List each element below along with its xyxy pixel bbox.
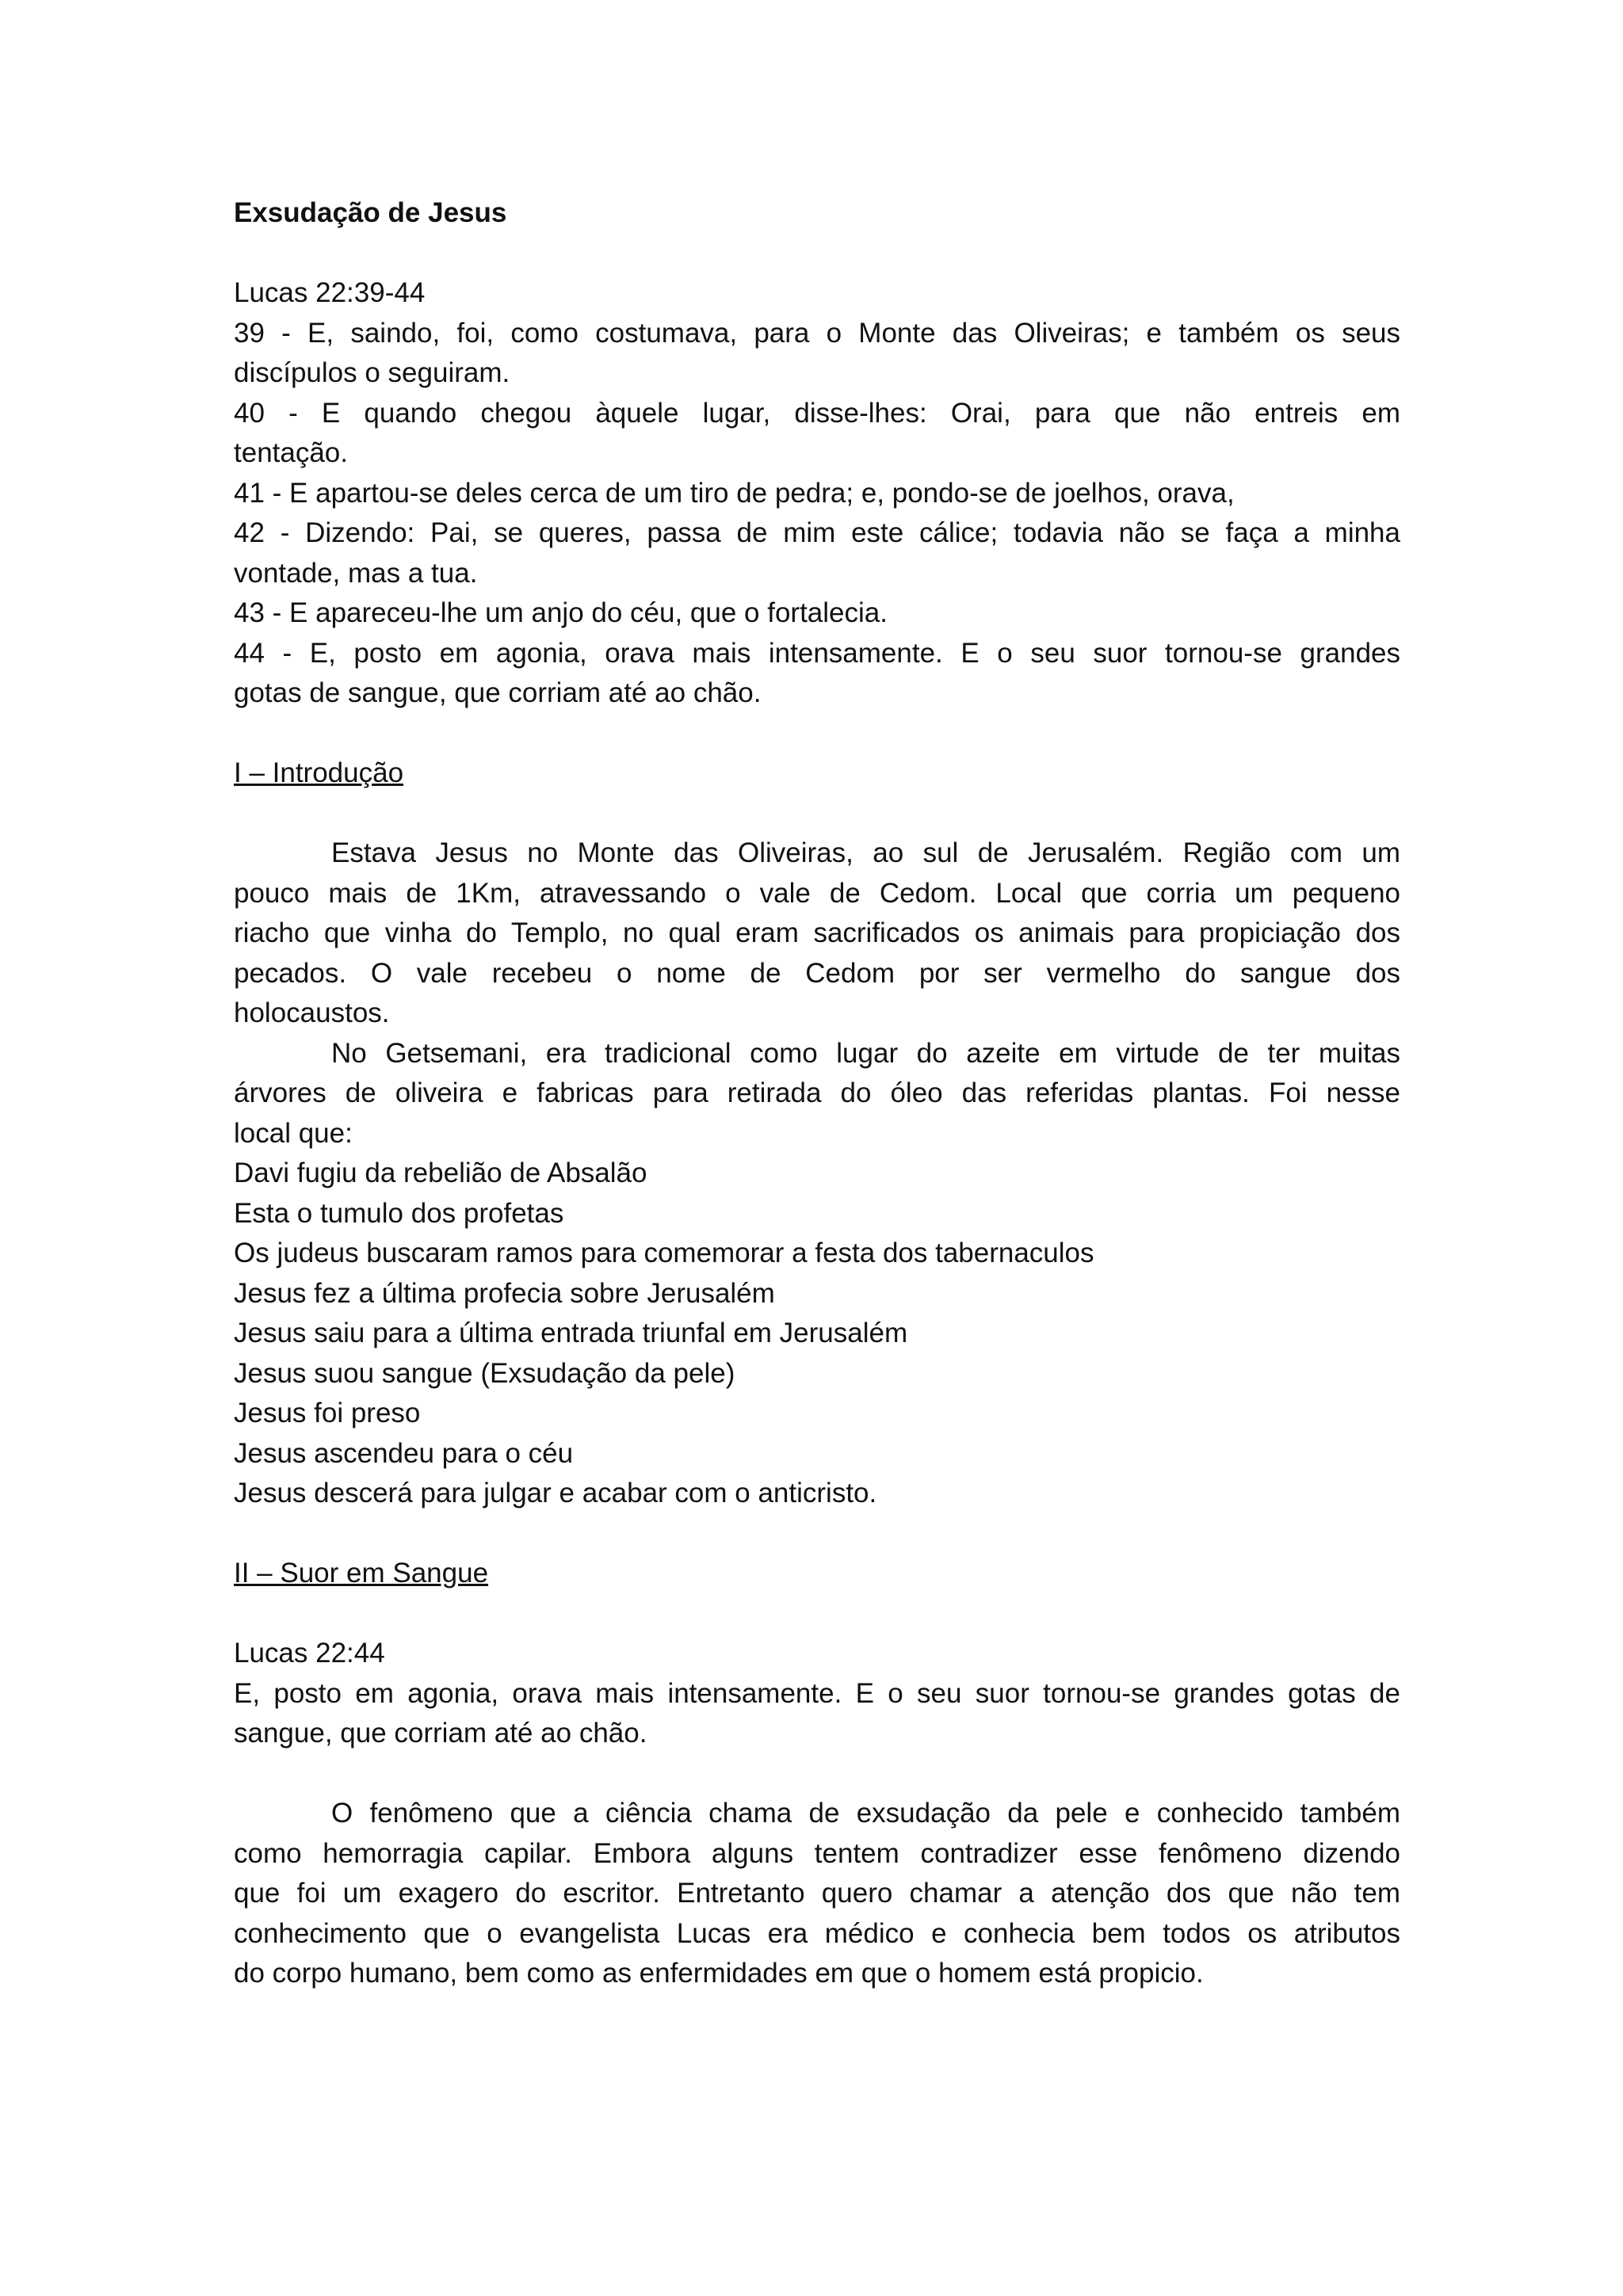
verse-39-line-2: discípulos o seguiram. bbox=[234, 357, 510, 388]
verse-43: 43 - E apareceu-lhe um anjo do céu, que o fortalecia. bbox=[234, 597, 888, 628]
intro-paragraph-2-line: árvores de oliveira e fabricas para retirada do óleo das referidas plantas. Foi nesse bbox=[234, 1077, 1400, 1108]
spacer bbox=[234, 1754, 1400, 1794]
section2-reference: Lucas 22:44 bbox=[234, 1638, 385, 1669]
section2-paragraph-line: que foi um exagero do escritor. Entretanto quero chamar a atenção dos que não tem bbox=[234, 1878, 1400, 1909]
verse-44-line-2: gotas de sangue, que corriam até ao chão. bbox=[234, 677, 762, 708]
verse-40-line-1: 40 - E quando chegou àquele lugar, disse-lhes: Orai, para que não entreis em bbox=[234, 397, 1400, 429]
document-body bbox=[234, 193, 1400, 1994]
intro-paragraph-1-line: holocaustos. bbox=[234, 997, 390, 1028]
list-item: Jesus ascendeu para o céu bbox=[234, 1437, 574, 1469]
verse-44-line-1: 44 - E, posto em agonia, orava mais intensamente. E o seu suor tornou-se grandes bbox=[234, 637, 1400, 669]
verse-39-line-1: 39 - E, saindo, foi, como costumava, para o Monte das Oliveiras; e também os seus bbox=[234, 317, 1400, 349]
list-item: Jesus foi preso bbox=[234, 1398, 421, 1428]
section2-paragraph-line: O fenômeno que a ciência chama de exsudação da pele e conhecido também bbox=[331, 1798, 1400, 1829]
list-item: Jesus saiu para a última entrada triunfal em Jerusalém bbox=[234, 1318, 908, 1348]
list-item: Os judeus buscaram ramos para comemorar a festa dos tabernaculos bbox=[234, 1238, 1094, 1268]
section-heading-suor-em-sangue: II – Suor em Sangue bbox=[234, 1558, 489, 1589]
verse-42-line-1: 42 - Dizendo: Pai, se queres, passa de mim este cálice; todavia não se faça a minha bbox=[234, 517, 1400, 548]
section2-paragraph-line: como hemorragia capilar. Embora alguns tentem contradizer esse fenômeno dizendo bbox=[234, 1837, 1400, 1869]
section2-paragraph-line: do corpo humano, bem como as enfermidades em que o homem está propicio. bbox=[234, 1958, 1204, 1989]
spacer bbox=[234, 234, 1400, 274]
intro-paragraph-2-line: No Getsemani, era tradicional como lugar do azeite em virtude de ter muitas bbox=[331, 1037, 1400, 1069]
list-item: Esta o tumulo dos profetas bbox=[234, 1197, 564, 1229]
list-item: Jesus suou sangue (Exsudação da pele) bbox=[234, 1357, 735, 1389]
list-item: Jesus descerá para julgar e acabar com o anticristo. bbox=[234, 1478, 877, 1508]
passage-reference: Lucas 22:39-44 bbox=[234, 277, 426, 308]
spacer bbox=[234, 794, 1400, 834]
verse-41: 41 - E apartou-se deles cerca de um tiro de pedra; e, pondo-se de joelhos, orava, bbox=[234, 477, 1235, 509]
spacer bbox=[234, 1514, 1400, 1554]
intro-paragraph-1-line: Estava Jesus no Monte das Oliveiras, ao sul de Jerusalém. Região com um bbox=[331, 837, 1400, 868]
verse-42-line-2: vontade, mas a tua. bbox=[234, 557, 478, 589]
section2-paragraph-line: conhecimento que o evangelista Lucas era médico e conhecia bem todos os atributos bbox=[234, 1917, 1400, 1949]
intro-paragraph-2-line: local que: bbox=[234, 1117, 353, 1149]
section-heading-introducao: I – Introdução bbox=[234, 757, 404, 788]
spacer bbox=[234, 1594, 1400, 1634]
section2-quote-line: E, posto em agonia, orava mais intensamente. E o seu suor tornou-se grandes gotas de bbox=[234, 1677, 1400, 1709]
document-title: Exsudação de Jesus bbox=[234, 197, 507, 228]
spacer bbox=[234, 714, 1400, 754]
list-item: Davi fugiu da rebelião de Absalão bbox=[234, 1158, 647, 1188]
list-item: Jesus fez a última profecia sobre Jerusalém bbox=[234, 1277, 775, 1309]
verse-40-line-2: tentação. bbox=[234, 437, 348, 468]
intro-paragraph-1-line: riacho que vinha do Templo, no qual eram sacrificados os animais para propiciação dos bbox=[234, 917, 1400, 948]
section2-quote-line: sangue, que corriam até ao chão. bbox=[234, 1718, 647, 1749]
intro-paragraph-1-line: pouco mais de 1Km, atravessando o vale de Cedom. Local que corria um pequeno bbox=[234, 877, 1400, 909]
intro-paragraph-1-line: pecados. O vale recebeu o nome de Cedom por ser vermelho do sangue dos bbox=[234, 957, 1400, 989]
